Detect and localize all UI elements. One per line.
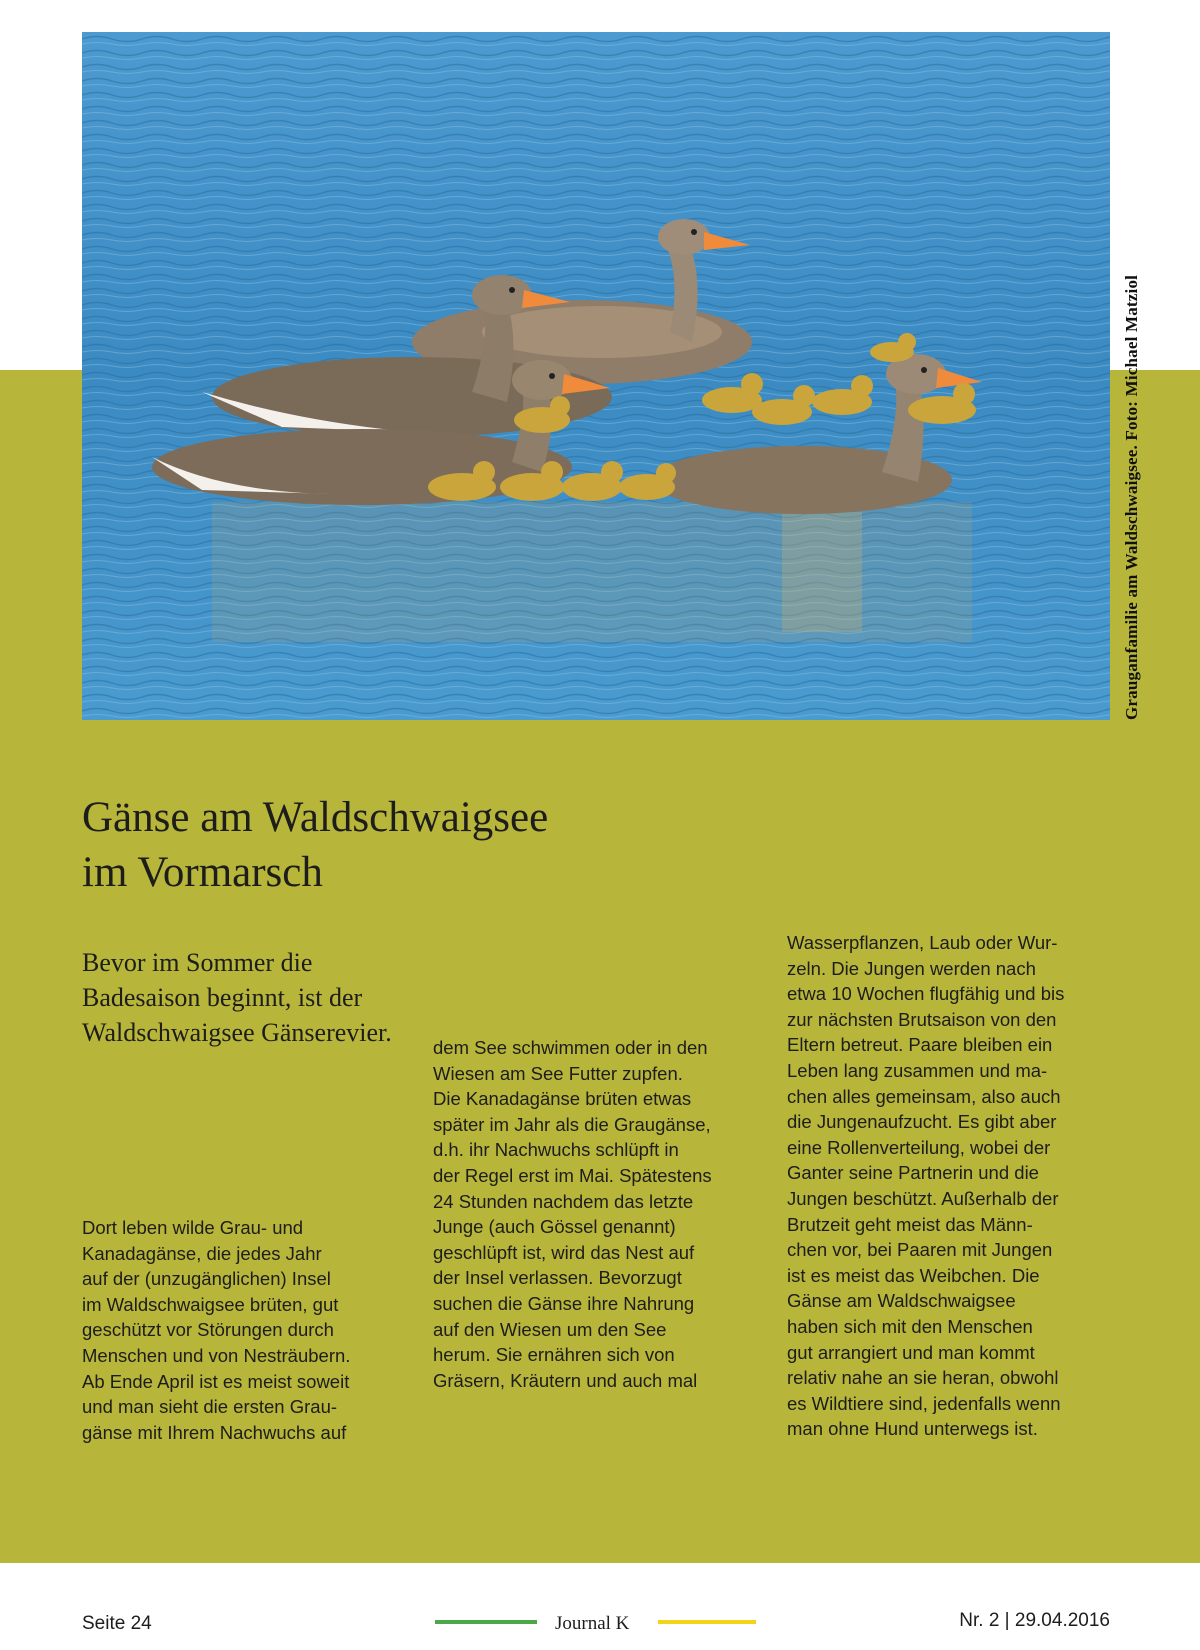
article-lead: Bevor im Sommer die Badesaison beginnt, ist der Waldschwaigsee Gänserevier.	[82, 948, 392, 1047]
green-rule	[435, 1620, 537, 1624]
issue-date: Nr. 2 | 29.04.2016	[959, 1610, 1110, 1631]
geese-photo	[82, 32, 1110, 720]
page-number: Seite 24	[82, 1613, 152, 1634]
geese-on-lake-image	[82, 32, 1110, 720]
article-column-1: Dort leben wilde Grau- und Kanadagänse, die jedes Jahr auf der (unzugänglichen) Insel im Waldschwaigsee brüten, gut geschützt vor Störungen durch Menschen und von Nesträubern. Ab Ende April ist es meist soweit und man sieht die ersten Grau- gänse mit Ihrem Nachwuchs auf	[82, 1217, 351, 1443]
photo-caption: Grauganfamilie am Waldschwaigsee. Foto: Michael Matziol	[1122, 274, 1141, 720]
page-footer	[0, 1563, 1200, 1650]
yellow-rule	[658, 1620, 756, 1624]
journal-name: Journal K	[555, 1613, 630, 1634]
article-headline	[82, 790, 782, 900]
headline-text: Gänse am Waldschwaigsee im Vormarsch	[82, 794, 549, 896]
article-column-2: dem See schwimmen oder in den Wiesen am See Futter zupfen. Die Kanadagänse brüten etwas später im Jahr als die Graugänse, d.h. ihr Nachwuchs schlüpft in der Regel erst im Mai. Spätestens 24 Stunden nachdem das letzte Junge (auch Gössel genannt) geschlüpft ist, wird das Nest auf der Insel verlassen. Bevorzugt suchen die Gänse ihre Nahrung auf den Wiesen um den See herum. Sie ernähren sich von Gräsern, Kräutern und auch mal	[433, 1037, 712, 1391]
article-column-3: Wasserpflanzen, Laub oder Wur- zeln. Die Jungen werden nach etwa 10 Wochen flugfähig und bis zur nächsten Brutsaison von den Eltern betreut. Paare bleiben ein Leben lang zusammen und ma- chen alles gemeinsam, also auch die Jungenaufzucht. Es gibt aber eine Rollenverteilung, wobei der Ganter seine Partnerin und die Jungen beschützt. Außerhalb der Brutzeit geht meist das Männ- chen vor, bei Paaren mit Jungen ist es meist das Weibchen. Die Gänse am Waldschwaigsee haben sich mit den Menschen gut arrangiert und man kommt relativ nahe an sie heran, obwohl es Wildtiere sind, jedenfalls wenn man ohne Hund unterwegs ist.	[787, 932, 1065, 1440]
